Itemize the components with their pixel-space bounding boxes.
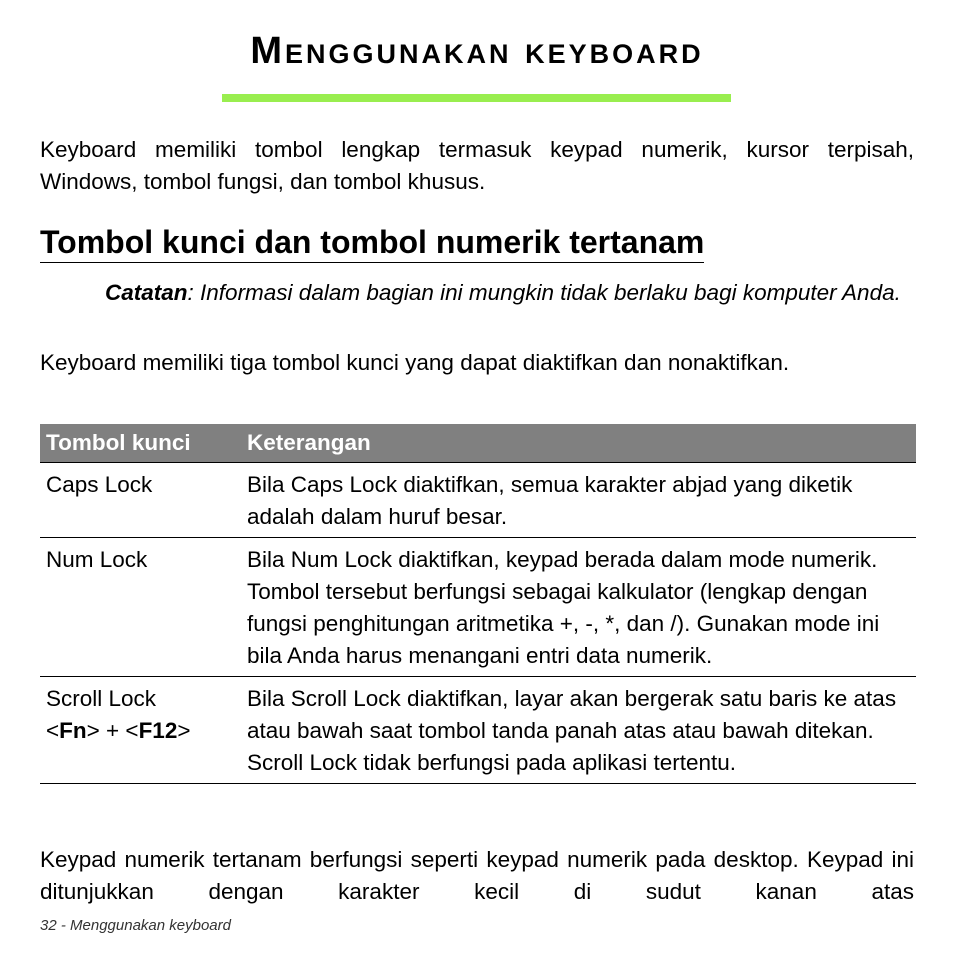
table-row — [40, 677, 916, 784]
description-cell: Bila Num Lock diaktifkan, keypad berada dalam mode numerik. Tombol tersebut berfungsi sebagai kalkulator (lengkap dengan fungsi penghitungan aritmetika +, -, *, dan /). Gunakan mode ini bila Anda harus menangani entri data numerik. — [241, 538, 916, 677]
lock-keys-table — [40, 424, 916, 784]
table-header-description: Keterangan — [241, 424, 916, 463]
note-label: Catatan — [105, 280, 188, 305]
table-header-key: Tombol kunci — [40, 424, 241, 463]
section-heading: Tombol kunci dan tombol numerik tertanam — [40, 222, 704, 263]
table-row — [40, 538, 916, 677]
table-row — [40, 463, 916, 538]
title-underline-bar — [222, 94, 731, 102]
key-name: Scroll Lock — [46, 686, 157, 711]
key-cell — [40, 677, 241, 784]
page-footer: 32 - Menggunakan keyboard — [40, 917, 231, 934]
note-paragraph — [105, 277, 914, 309]
f12-key: F12 — [138, 718, 178, 743]
key-combo: <Fn> + <F12> — [46, 718, 191, 743]
closing-paragraph: Keypad numerik tertanam berfungsi seperti keypad numerik pada desktop. Keypad ini ditunjukkan dengan karakter kecil di sudut kanan atas — [40, 847, 914, 904]
table-header-row — [40, 424, 916, 463]
fn-key: Fn — [59, 718, 87, 743]
page-title: Menggunakan keyboard — [250, 30, 704, 72]
key-cell: Num Lock — [40, 538, 241, 677]
lock-keys-paragraph: Keyboard memiliki tiga tombol kunci yang dapat diaktifkan dan nonaktifkan. — [40, 350, 790, 375]
note-text: : Informasi dalam bagian ini mungkin tidak berlaku bagi komputer Anda. — [187, 280, 901, 305]
description-cell: Bila Scroll Lock diaktifkan, layar akan bergerak satu baris ke atas atau bawah saat tombol tanda panah atas atau bawah ditekan. Scroll Lock tidak berfungsi pada aplikasi tertentu. — [241, 677, 916, 784]
intro-paragraph: Keyboard memiliki tombol lengkap termasuk keypad numerik, kursor terpisah, Windows, tombol fungsi, dan tombol khusus. — [40, 137, 914, 194]
key-cell: Caps Lock — [40, 463, 241, 538]
description-cell: Bila Caps Lock diaktifkan, semua karakter abjad yang diketik adalah dalam huruf besar. — [241, 463, 916, 538]
